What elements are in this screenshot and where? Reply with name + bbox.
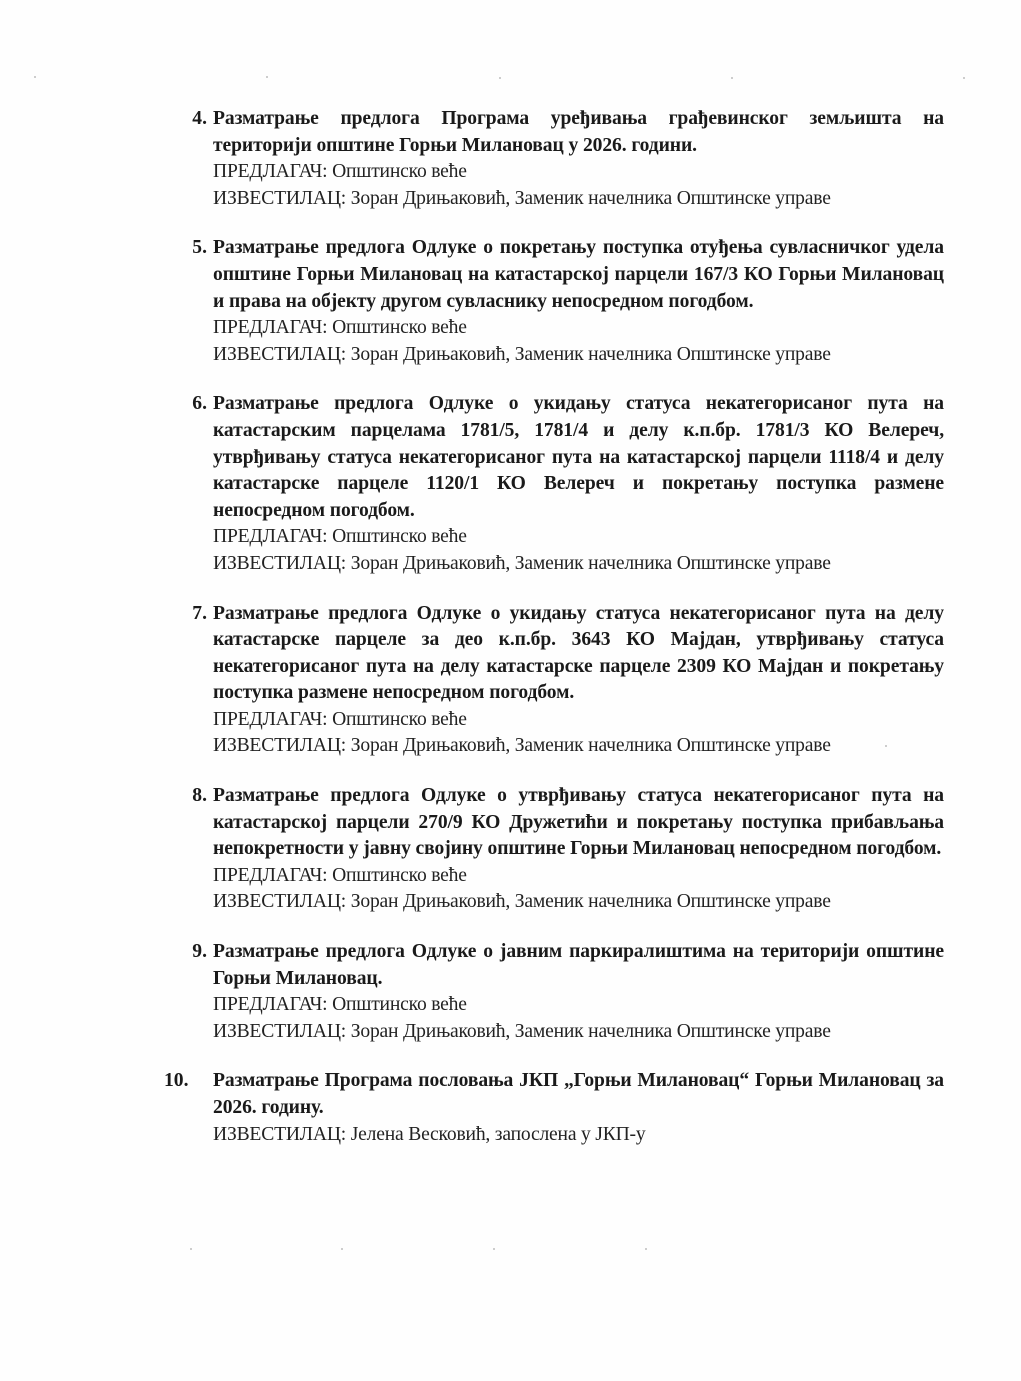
item-title: Разматрање Програма пословања ЈКП „Горњи Милановац“ Горњи Милановац за 2026. годину. (213, 1070, 944, 1118)
item-body (213, 1068, 944, 1148)
proposer-label: ПРЕДЛАГАЧ: (213, 708, 328, 730)
rapporteur-label: ИЗВЕСТИЛАЦ: (213, 735, 347, 757)
scan-artifact (34, 76, 36, 78)
rapporteur-label: ИЗВЕСТИЛАЦ: (213, 1123, 347, 1145)
item-body (213, 235, 944, 368)
item-rapporteur (213, 342, 944, 369)
agenda-item-4 (172, 106, 944, 212)
item-number: 4. (192, 108, 207, 129)
agenda-item-9 (172, 939, 944, 1045)
proposer-value: Општинско веће (327, 161, 467, 183)
proposer-label: ПРЕДЛАГАЧ: (213, 994, 328, 1016)
item-number: 8. (192, 785, 207, 807)
item-rapporteur (213, 186, 944, 213)
scan-artifact (731, 77, 733, 79)
proposer-label: ПРЕДЛАГАЧ: (213, 864, 328, 886)
item-rapporteur (213, 551, 944, 578)
scan-artifact (341, 1248, 343, 1250)
rapporteur-value: Зоран Дрињаковић, Заменик начелника Општинске управе (346, 343, 831, 365)
agenda-item-6 (172, 391, 944, 577)
item-number: 10. (164, 1070, 189, 1092)
rapporteur-label: ИЗВЕСТИЛАЦ: (213, 552, 347, 574)
scan-artifact (499, 77, 501, 79)
proposer-value: Општинско веће (327, 708, 467, 730)
item-number: 7. (192, 602, 207, 624)
item-rapporteur (213, 1019, 944, 1046)
item-title: Разматрање предлога Одлуке о покретању поступка отуђења сувласничког удела општине Горњи Милановац на катастарској парцели 167/3 КО Горњи Милановац и права на објекту другом сувласнику непосредном погодбом. (213, 237, 944, 312)
agenda-item-8 (172, 783, 944, 916)
item-proposer (213, 707, 944, 734)
scan-artifact (963, 77, 965, 79)
rapporteur-label: ИЗВЕСТИЛАЦ: (213, 891, 347, 913)
rapporteur-value: Јелена Весковић, запослена у ЈКП-у (346, 1123, 646, 1145)
rapporteur-label: ИЗВЕСТИЛАЦ: (213, 1020, 347, 1042)
item-rapporteur (213, 733, 944, 760)
rapporteur-label: ИЗВЕСТИЛАЦ: (213, 187, 347, 209)
proposer-value: Општинско веће (327, 317, 467, 339)
scan-artifact (266, 76, 268, 78)
rapporteur-value: Зоран Дрињаковић, Заменик начелника Општинске управе (346, 1020, 831, 1042)
item-proposer (213, 524, 944, 551)
proposer-value: Општинско веће (327, 526, 467, 548)
item-number: 5. (192, 237, 207, 259)
item-proposer (213, 863, 944, 890)
item-number: 6. (192, 393, 207, 415)
agenda-item-5 (172, 235, 944, 368)
item-title: Разматрање предлога Одлуке о утврђивању статуса некатегорисаног пута на катастарској парцели 270/9 КО Дружетићи и покретању поступка прибављања непокретности у јавну својину општине Горњи Милановац непосредном погодбом. (213, 785, 944, 860)
proposer-value: Општинско веће (327, 864, 467, 886)
agenda-list (164, 106, 944, 1171)
rapporteur-value: Зоран Дрињаковић, Заменик начелника Општинске управе (346, 187, 831, 209)
item-body (213, 601, 944, 761)
scan-artifact (190, 1248, 192, 1250)
proposer-label: ПРЕДЛАГАЧ: (213, 526, 328, 548)
proposer-label: ПРЕДЛАГАЧ: (213, 161, 328, 183)
rapporteur-value: Зоран Дрињаковић, Заменик начелника Општинске управе (346, 552, 831, 574)
scan-artifact (493, 1248, 495, 1250)
item-body (213, 106, 944, 212)
item-rapporteur (213, 889, 944, 916)
item-body (213, 391, 944, 577)
item-title: Разматрање предлога Одлуке о укидању статуса некатегорисаног пута на катастарским парцелама 1781/5, 1781/4 и делу к.п.бр. 1781/3 КО Велереч, утврђивању статуса некатегорисаног пута на катастарској парцели 1118/4 и делу катастарске парцеле 1120/1 КО Велереч и покретању поступка размене непосредном погодбом. (213, 393, 944, 521)
agenda-item-10 (164, 1068, 944, 1148)
proposer-label: ПРЕДЛАГАЧ: (213, 317, 328, 339)
item-body (213, 783, 944, 916)
item-proposer (213, 992, 944, 1019)
item-rapporteur (213, 1122, 944, 1149)
item-number: 9. (192, 941, 207, 963)
item-proposer (213, 159, 944, 186)
agenda-item-7 (172, 601, 944, 761)
rapporteur-value: Зоран Дрињаковић, Заменик начелника Општинске управе (346, 891, 831, 913)
rapporteur-value: Зоран Дрињаковић, Заменик начелника Општинске управе (346, 735, 831, 757)
scan-artifact (645, 1248, 647, 1250)
rapporteur-label: ИЗВЕСТИЛАЦ: (213, 343, 347, 365)
item-body (213, 939, 944, 1045)
item-title: Разматрање предлога Програма уређивања грађевинског земљишта на територији општине Горњи Милановац у 2026. години. (213, 108, 944, 156)
item-title: Разматрање предлога Одлуке о јавним паркиралиштима на територији општине Горњи Милановац. (213, 941, 944, 989)
item-title: Разматрање предлога Одлуке о укидању статуса некатегорисаног пута на делу катастарске парцеле за део к.п.бр. 3643 КО Мајдан, утврђивању статуса некатегорисаног пута на делу катастарске парцеле 2309 КО Мајдан и покретању поступка размене непосредном погодбом. (213, 602, 944, 704)
item-proposer (213, 315, 944, 342)
proposer-value: Општинско веће (327, 994, 467, 1016)
